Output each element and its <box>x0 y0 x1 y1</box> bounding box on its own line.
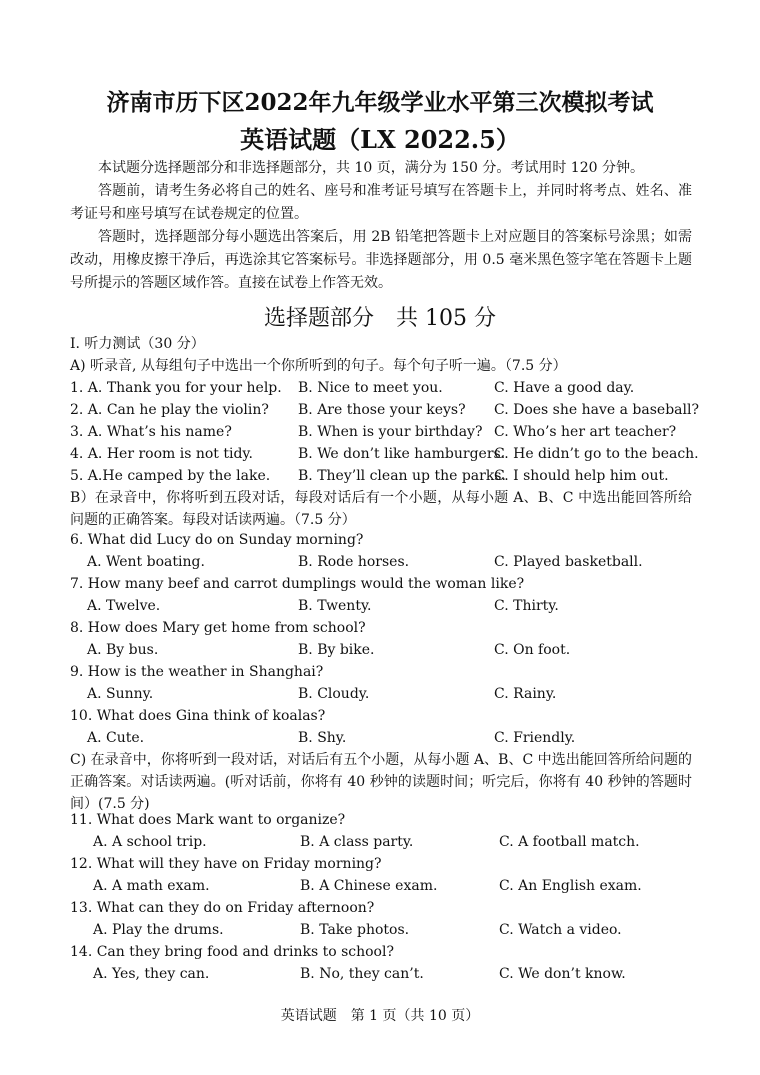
question-option-c: C. Played basketball. <box>494 554 643 570</box>
question-option-a: A. Yes, they can. <box>93 966 210 982</box>
question-option-a: A. By bus. <box>87 642 159 658</box>
question-option-a: 2. A. Can he play the violin? <box>70 402 269 418</box>
question-stem: 14. Can they bring food and drinks to school? <box>70 944 394 960</box>
question-option-b: B. Shy. <box>298 730 347 746</box>
question-option-b: B. A class party. <box>300 834 414 850</box>
question-option-c: C. Have a good day. <box>494 380 635 396</box>
question-option-c: C. I should help him out. <box>494 468 669 484</box>
exam-subtitle: 英语试题（LX 2022.5） <box>240 125 520 154</box>
question-option-c: C. An English exam. <box>499 878 642 894</box>
question-option-a: 5. A.He camped by the lake. <box>70 468 271 484</box>
question-option-b: B. When is your birthday? <box>298 424 483 440</box>
question-option-a: 3. A. What’s his name? <box>70 424 232 440</box>
question-option-c: C. Rainy. <box>494 686 557 702</box>
question-option-c: C. Does she have a baseball? <box>494 402 699 418</box>
question-option-a: A. Twelve. <box>87 598 161 614</box>
question-option-a: 4. A. Her room is not tidy. <box>70 446 253 462</box>
instruction-paragraph: 本试题分选择题部分和非选择题部分，共 10 页，满分为 150 分。考试用时 120 分钟。 <box>98 160 644 176</box>
question-option-c: C. He didn’t go to the beach. <box>494 446 699 462</box>
question-option-a: A. A math exam. <box>93 878 210 894</box>
question-option-c: C. Watch a video. <box>499 922 622 938</box>
question-option-c: C. Thirty. <box>494 598 559 614</box>
part-c-heading: C) 在录音中，你将听到一段对话，对话后有五个小题，从每小题 A、B、C 中选出能回答所给问题的正确答案。对话读两遍。(听对话前，你将有 40 秒钟的读题时间；听完后，你将有 40 秒钟的答题时间）(7.5 分) <box>70 752 692 812</box>
question-option-b: B. Twenty. <box>298 598 372 614</box>
page-footer: 英语试题 第 1 页（共 10 页） <box>280 1008 480 1024</box>
question-option-a: A. Went boating. <box>87 554 205 570</box>
question-option-c: C. Who’s her art teacher? <box>494 424 677 440</box>
question-option-b: B. Rode horses. <box>298 554 410 570</box>
question-option-c: C. Friendly. <box>494 730 576 746</box>
question-option-b: B. By bike. <box>298 642 375 658</box>
question-option-b: B. Are those your keys? <box>298 402 466 418</box>
section-title: 选择题部分 共 105 分 <box>264 306 496 331</box>
question-option-a: A. A school trip. <box>93 834 207 850</box>
question-option-c: C. On foot. <box>494 642 571 658</box>
question-option-c: C. A football match. <box>499 834 640 850</box>
question-stem: 8. How does Mary get home from school? <box>70 620 366 636</box>
question-option-a: 1. A. Thank you for your help. <box>70 380 282 396</box>
question-stem: 6. What did Lucy do on Sunday morning? <box>70 532 364 548</box>
instruction-paragraph: 答题前，请考生务必将自己的姓名、座号和准考证号填写在答题卡上，并同时将考点、姓名、准考证号和座号填写在试卷规定的位置。 <box>70 183 692 222</box>
question-option-b: B. They’ll clean up the parks. <box>298 468 506 484</box>
question-option-a: A. Cute. <box>87 730 145 746</box>
question-option-b: B. We don’t like hamburgers. <box>298 446 506 462</box>
question-option-b: B. No, they can’t. <box>300 966 424 982</box>
question-option-b: B. Cloudy. <box>298 686 370 702</box>
exam-title: 济南市历下区2022年九年级学业水平第三次模拟考试 <box>106 89 654 116</box>
question-option-b: B. Take photos. <box>300 922 410 938</box>
question-stem: 10. What does Gina think of koalas? <box>70 708 326 724</box>
part-a-heading: A) 听录音, 从每组句子中选出一个你所听到的句子。每个句子听一遍。（7.5 分） <box>70 358 567 374</box>
question-stem: 12. What will they have on Friday morning? <box>70 856 382 872</box>
question-option-c: C. We don’t know. <box>499 966 626 982</box>
question-option-a: A. Sunny. <box>87 686 154 702</box>
question-stem: 9. How is the weather in Shanghai? <box>70 664 324 680</box>
question-option-a: A. Play the drums. <box>93 922 224 938</box>
question-option-b: B. Nice to meet you. <box>298 380 443 396</box>
question-stem: 11. What does Mark want to organize? <box>70 812 346 828</box>
part-heading: I. 听力测试（30 分） <box>70 336 205 352</box>
question-option-b: B. A Chinese exam. <box>300 878 438 894</box>
instruction-paragraph: 答题时，选择题部分每小题选出答案后，用 2B 铅笔把答题卡上对应题目的答案标号涂黑；如需改动，用橡皮擦干净后，再选涂其它答案标号。非选择题部分，用 0.5 毫米黑色签字笔在答题卡上题号所提示的答题区域作答。直接在试卷上作答无效。 <box>70 229 692 291</box>
question-stem: 7. How many beef and carrot dumplings would the woman like? <box>70 576 525 592</box>
part-b-heading: B）在录音中，你将听到五段对话，每段对话后有一个小题，从每小题 A、B、C 中选出能回答所给问题的正确答案。每段对话读两遍。（7.5 分） <box>70 490 692 528</box>
question-stem: 13. What can they do on Friday afternoon? <box>70 900 375 916</box>
